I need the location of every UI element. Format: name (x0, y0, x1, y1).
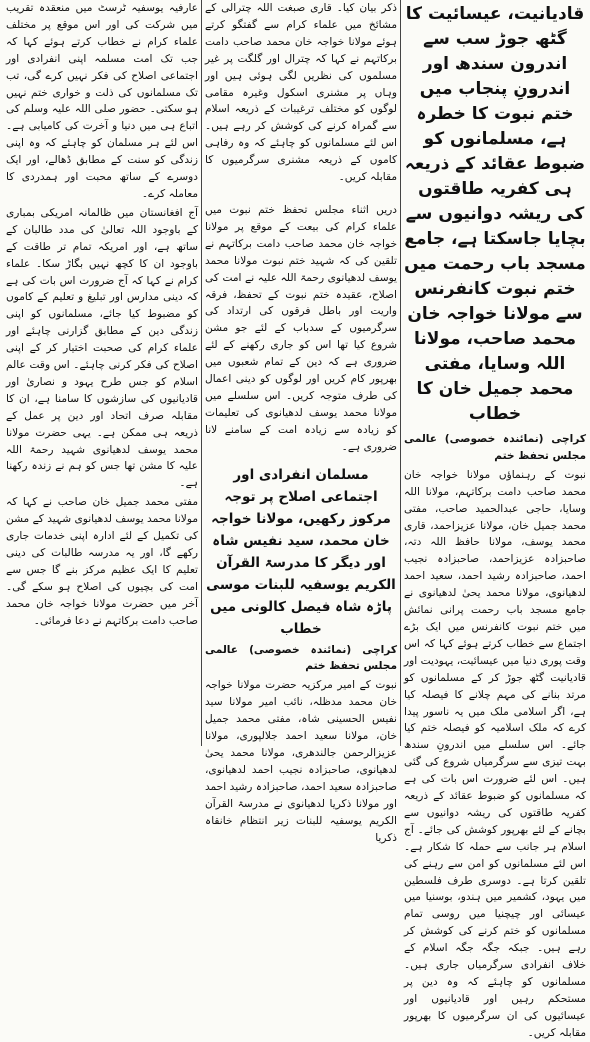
article-body-second: دریں اثناء مجلس تحفظ ختم نبوت میں علماء کرام کی بیعت کے موقع پر مولانا خواجہ خان محمد صاحب دامت برکاتہم نے تلقین کی کہ شہید ختم نبوت مولانا محمد یوسف لدھیانوی رحمۃ اللہ علیہ نے امت کی اصلاح، عقیدہ ختم نبوت کے تحفظ، فرقہ واریت اور باطل فرقوں کی ارتداد کی سرگرمیوں کے سدباب کے لئے جو مشن شروع کیا تھا اس کو جاری رکھنے کے لئے ضروری ہے کہ دین کے تمام شعبوں میں بھرپور کام کریں اور لوگوں کو دینی اعمال کی طرف متوجہ کریں۔ اس سلسلے میں مولانا محمد یوسف لدھیانوی کی تعلیمات کو زیادہ سے زیادہ امت کے سامنے لانا ضروری ہے۔ (205, 203, 397, 453)
article-dateline: کراچی (نمائندہ خصوصی) عالمی مجلس تحفظ ختم (404, 433, 586, 462)
column-divider (201, 0, 202, 746)
article-dateline-madrasa: کراچی (نمائندہ خصوصی) عالمی مجلس تحفظ ختم (205, 643, 397, 673)
article-headline: قادیانیت، عیسائیت کا گٹھ جوڑ سب سے اندرون سندھ اور اندرونِ پنجاب میں ختم نبوت کا خطرہ ہے، مسلمانوں کو ضبوط عقائد کے ذریعہ ہی کفریہ طاقتوں کی ریشہ دوانیوں سے بچایا جاسکتا ہے، جامع مسجد باب رحمت میں ختم نبوت کانفرنس سے مولانا خواجہ خان محمد صاحب، مولانا اللہ وسایا، مفتی محمد جمیل خان کا خطاب (404, 4, 586, 424)
column-divider (400, 0, 401, 746)
article-body-second: آج افغانستان میں ظالمانہ امریکی بمباری کے باوجود اللہ تعالیٰ کی مدد طالبان کے ساتھ ہے، اور امریکہ تمام تر طاقت کے باوجود ان کا کچھ نہیں بگاڑ سکا۔ علماء کرام نے کہا کہ آج ضرورت اس بات کی ہے کہ دینی مدارس اور تبلیغ و تعلیم کے کاموں کو مضبوط کیا جائے، مسلمانوں کو اپنی زندگی دین کے مطابق گزارنی چاہئے اور علماء کرام کی صحبت اختیار کر کے اپنی اصلاح کی فکر کرنی چاہئے۔ اس وقت عالم اسلام کو جس طرح یہود و نصاریٰ اور قادیانیوں کی سازشوں کا سامنا ہے، ان کا مقابلہ صرف اتحاد اور دین پر عمل کے ذریعہ ہی ممکن ہے۔ یہی حضرت مولانا محمد یوسف لدھیانوی شہید رحمۃ اللہ علیہ کا مشن تھا جس کو ہم نے زندہ رکھنا ہے۔ (6, 206, 198, 490)
middle-column (205, 0, 397, 844)
article-body-madrasa: نبوت کے امیر مرکزیہ حضرت مولانا خواجہ خان محمد مدظلہ، نائب امیر مولانا سید نفیس الحسینی شاہ، مفتی محمد جمیل خان، مولانا سعید احمد جلالپوری، مولانا عزیزالرحمن جالندھری، مولانا محمد یحیٰ لدھیانوی، صاحبزادہ نجیب احمد لدھیانوی، صاحبزادہ سعید احمد، صاحبزادہ رشید احمد اور مولانا ذکریا لدھیانوی نے مدرسۃ القرآن الکریم یوسفیہ للبنات زیر انتظام خانقاہ ذکریا (205, 679, 397, 844)
left-column (6, 0, 198, 746)
article-body-continued: ذکر بیان کیا۔ قاری صبغت اللہ چترالی کے مشائخ میں علماء کرام سے گفتگو کرتے ہوئے مولانا خواجہ خان محمد صاحب دامت برکاتہم نے کہا کہ چترال اور گلگت پر غیر مسلموں کی نظریں لگی ہوئی ہیں اور وہاں پر مشنری اسکول وغیرہ مقامی لوگوں کو مختلف ترغیبات کے ذریعہ اسلام سے گمراہ کرنے کی کوشش کر رہے ہیں۔ اس لئے مسلمانوں کو چاہئے کہ وہ رفاہی کاموں کے ذریعہ مشنری سرگرمیوں کا مقابلہ کریں۔ (205, 2, 397, 184)
paragraph-gap (205, 188, 397, 202)
article-body-third: مفتی محمد جمیل خان صاحب نے کہا کہ مولانا محمد یوسف لدھیانوی شہید کے مشن کی تکمیل کے لئے ادارہ اپنی خدمات جاری رکھے گا، اور یہ مدرسہ طالبات کی دینی تعلیم کا ایک عظیم مرکز بنے گا جس سے امت کی بچیوں کی اصلاح ہو سکے گی۔ آخر میں حضرت مولانا خواجہ خان محمد صاحب دامت برکاتہم نے دعا فرمائی۔ (6, 496, 198, 627)
article-body: نبوت کے رہنماؤں مولانا خواجہ خان محمد صاحب دامت برکاتہم، مولانا اللہ وسایا، حاجی عبدالحمید صاحب، مفتی محمد جمیل خان، مولانا عزیزاحمد، قاری محمد یوسف، مولانا حافظ اللہ دتہ، صاحبزادہ عزیزاحمد، صاحبزادہ نجیب احمد، صاحبزادہ رشید احمد، سعید احمد لدھیانوی، مولانا محمد یحیٰ لدھیانوی نے جامع مسجد باب رحمت پرانی نمائش میں ختم نبوت کانفرنس میں ایک بڑے اجتماع سے خطاب کرتے ہوئے کہا کہ اس وقت پوری دنیا میں عیسائیت، یہودیت اور قادیانیت گٹھ جوڑ کر کے مسلمانوں کو مرتد بنانے کی مہم چلانے کا فیصلہ کیا ہے، اگر اسلامی ملک میں یہ ناسور پیدا کرے کہ ملک اسلامیہ کو فیصلہ ختم کیا جائے۔ اس سلسلے میں اندرونِ سندھ بہت تیزی سے سرگرمیاں شروع کی گئی ہیں۔ اس لئے ضرورت اس بات کی ہے کہ مسلمانوں کو ضبوط عقائد کے ذریعہ کفریہ طاقتوں کی ریشہ دوانیوں سے بچانے کے لئے بھرپور کوشش کی جائے۔ آج اسلام ہر جانب سے حملہ کا شکار ہے۔ اس لئے مسلمانوں کو امن سے رہنے کی تلقین کرتا ہے۔ دوسری طرف فلسطین میں یہود، کشمیر میں ہندو، بوسنیا میں عیسائی اور چیچنیا میں روسی تمام مسلمانوں کو ختم کرنے کی کوشش کر رہے ہیں۔ جبکہ جگہ جگہ اسلام کے خلاف انفرادی سرگرمیاں جاری ہیں۔ مسلمانوں کو چاہئے کہ وہ دین پر مستحکم رہیں اور قادیانیوں اور عیسائیوں کی ان سرگرمیوں کا بھرپور مقابلہ کریں۔ (404, 468, 586, 1039)
article-body-continued: عارفیہ یوسفیہ ٹرسٹ میں منعقدہ تقریب میں شرکت کی اور اس موقع پر مختلف علماء کرام نے خطاب کرتے ہوئے کہا کہ جب تک امت مسلمہ اپنی انفرادی اور اجتماعی اصلاح کی فکر نہیں کرے گی، تب تک مسلمانوں کی ذلت و خواری ختم نہیں ہو سکتی۔ حضور صلی اللہ علیہ وسلم کی اتباع ہی میں دنیا و آخرت کی کامیابی ہے۔ اس لئے ہر مسلمان کو چاہئے کہ وہ اپنی زندگی کو سنت کے مطابق ڈھالے، اور ایک دوسرے کے ساتھ محبت اور ہمدردی کا معاملہ کرے۔ (6, 2, 198, 200)
article-headline-madrasa: مسلمان انفرادی اور اجتماعی اصلاح پر توجہ مرکوز رکھیں، مولانا خواجہ خان محمد، سید نفیس شاہ اور دیگر کا مدرسۃ القرآن الکریم یوسفیہ للبنات موسی پاڑہ شاہ فیصل کالونی میں خطاب (206, 466, 396, 637)
article-khatm-e-nubuwwat-conference (404, 0, 586, 1039)
